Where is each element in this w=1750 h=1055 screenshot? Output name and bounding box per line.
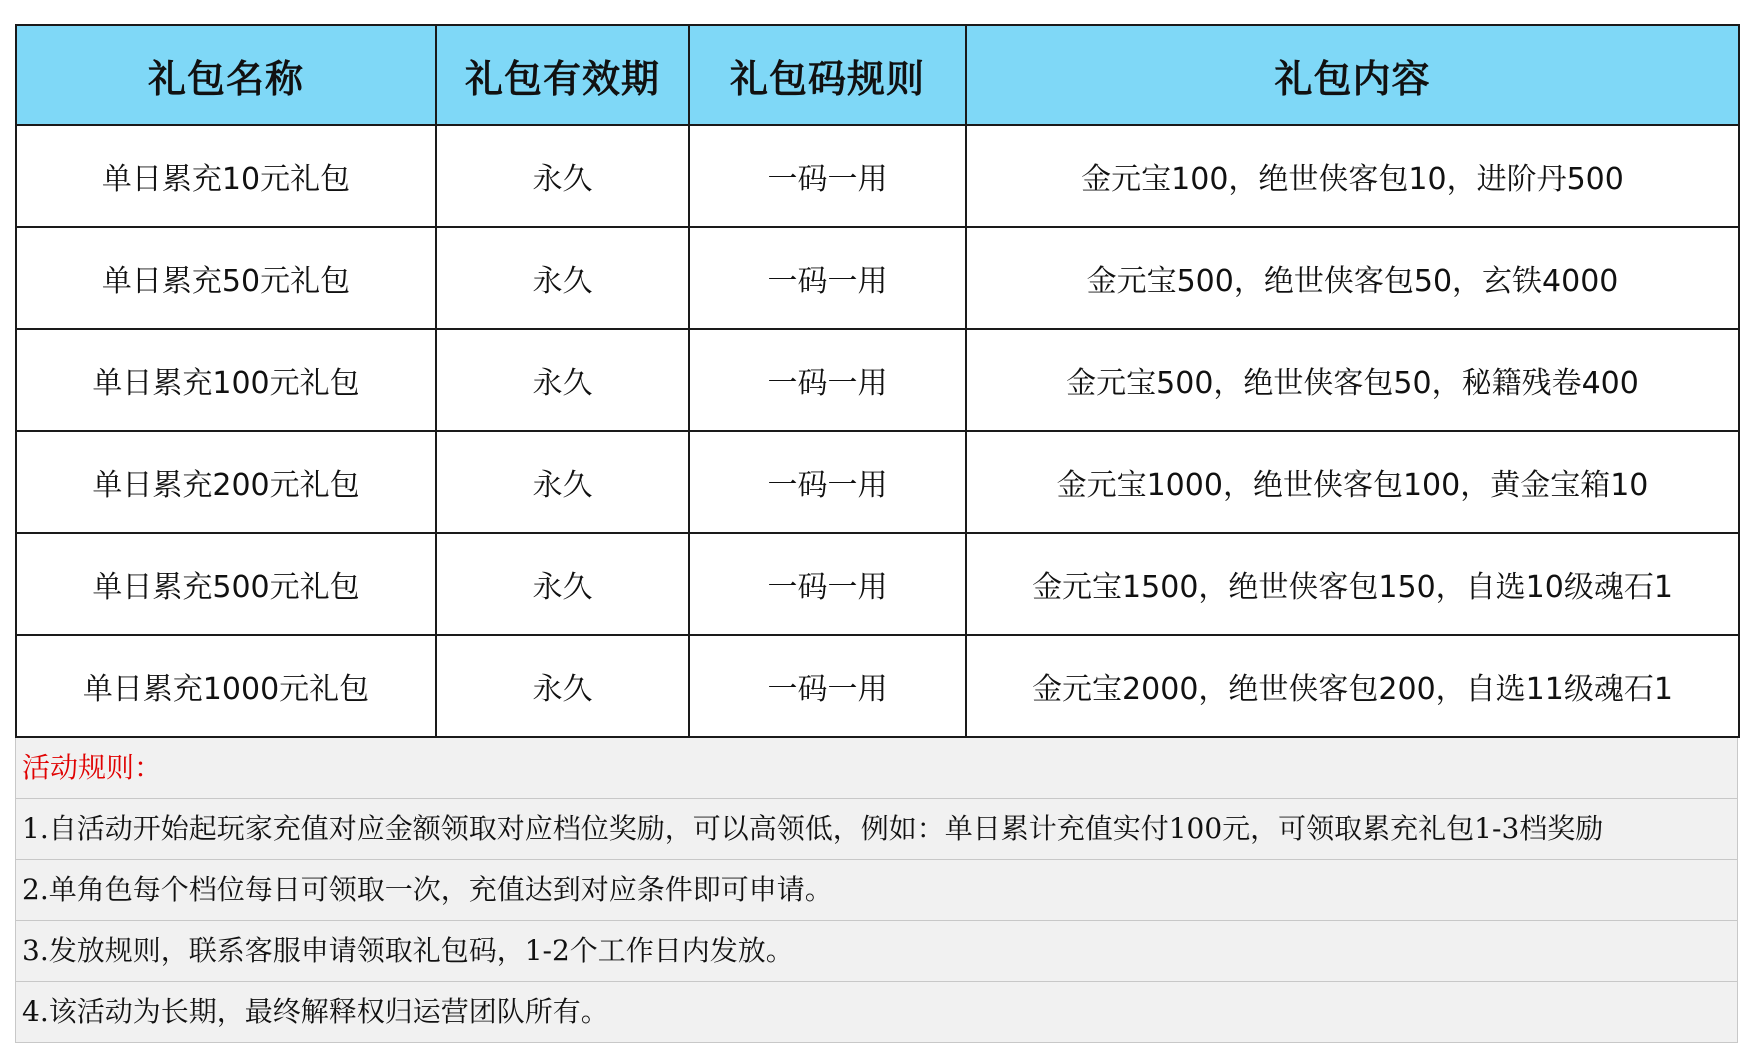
cell-gift-name: 单日累充500元礼包 (16, 533, 436, 635)
table-row (16, 431, 1739, 533)
cell-code-rule: 一码一用 (689, 329, 966, 431)
cell-code-rule: 一码一用 (689, 125, 966, 227)
cell-gift-content: 金元宝100，绝世侠客包10，进阶丹500 (966, 125, 1739, 227)
table-row (16, 329, 1739, 431)
rule-line-1: 1.自活动开始起玩家充值对应金额领取对应档位奖励，可以高领低，例如：单日累计充值实付100元，可领取累充礼包1-3档奖励 (16, 799, 1737, 860)
cell-code-rule: 一码一用 (689, 227, 966, 329)
rule-line-3: 3.发放规则，联系客服申请领取礼包码，1-2个工作日内发放。 (16, 921, 1737, 982)
cell-gift-name: 单日累充50元礼包 (16, 227, 436, 329)
header-validity: 礼包有效期 (436, 25, 689, 125)
activity-rules (15, 738, 1738, 1043)
header-gift-name: 礼包名称 (16, 25, 436, 125)
cell-gift-name: 单日累充200元礼包 (16, 431, 436, 533)
gift-pack-sheet (15, 24, 1738, 1043)
header-code-rule: 礼包码规则 (689, 25, 966, 125)
rules-title: 活动规则： (16, 738, 1737, 799)
cell-validity: 永久 (436, 431, 689, 533)
table-row (16, 635, 1739, 737)
gift-pack-table (15, 24, 1740, 738)
table-row (16, 533, 1739, 635)
cell-gift-content: 金元宝500，绝世侠客包50，秘籍残卷400 (966, 329, 1739, 431)
cell-code-rule: 一码一用 (689, 431, 966, 533)
cell-gift-content: 金元宝1000，绝世侠客包100，黄金宝箱10 (966, 431, 1739, 533)
cell-gift-content: 金元宝1500，绝世侠客包150，自选10级魂石1 (966, 533, 1739, 635)
cell-code-rule: 一码一用 (689, 533, 966, 635)
cell-validity: 永久 (436, 125, 689, 227)
cell-validity: 永久 (436, 635, 689, 737)
cell-gift-content: 金元宝500，绝世侠客包50，玄铁4000 (966, 227, 1739, 329)
cell-code-rule: 一码一用 (689, 635, 966, 737)
cell-gift-name: 单日累充1000元礼包 (16, 635, 436, 737)
cell-gift-name: 单日累充100元礼包 (16, 329, 436, 431)
rule-line-4: 4.该活动为长期，最终解释权归运营团队所有。 (22, 995, 609, 1028)
table-row (16, 227, 1739, 329)
cell-gift-name: 单日累充10元礼包 (16, 125, 436, 227)
header-gift-content: 礼包内容 (966, 25, 1739, 125)
rule-line-2: 2.单角色每个档位每日可领取一次，充值达到对应条件即可申请。 (16, 860, 1737, 921)
table-header-row (16, 25, 1739, 125)
cell-gift-content: 金元宝2000，绝世侠客包200，自选11级魂石1 (966, 635, 1739, 737)
table-row (16, 125, 1739, 227)
cell-validity: 永久 (436, 227, 689, 329)
cell-validity: 永久 (436, 533, 689, 635)
cell-validity: 永久 (436, 329, 689, 431)
